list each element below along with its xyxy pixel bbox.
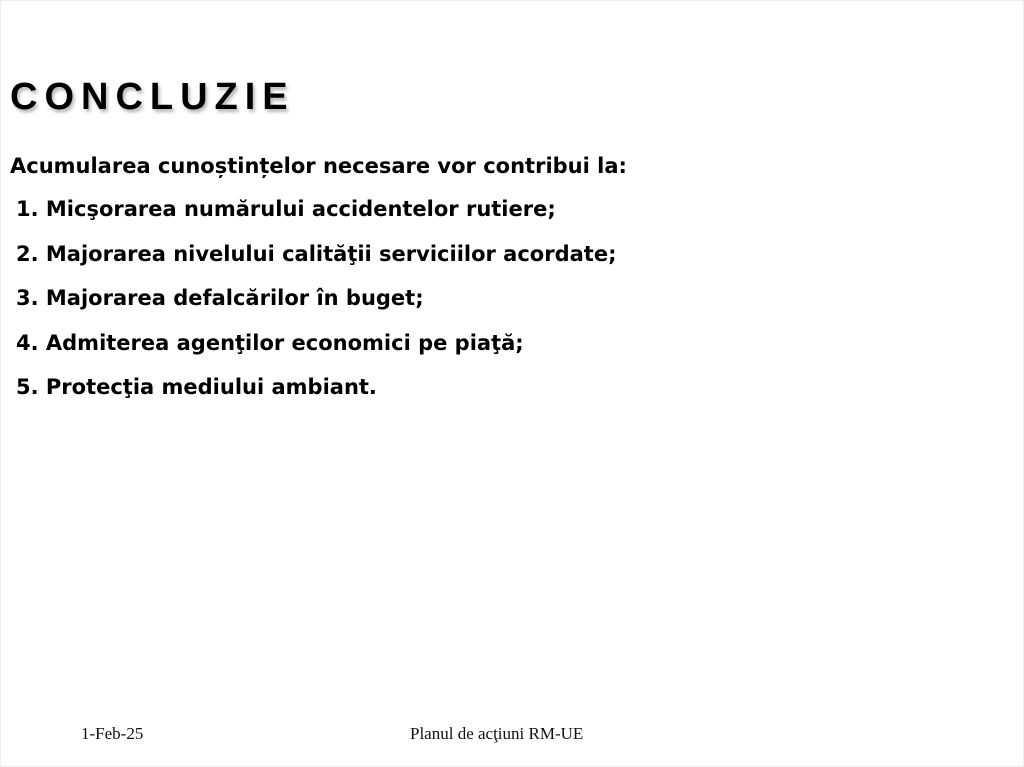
conclusion-list [10, 187, 1000, 410]
slide-title: CONCLUZIE [10, 76, 295, 118]
list-item: 2. Majorarea nivelului calităţii serviciilor acordate; [16, 241, 617, 266]
slide-content [10, 145, 1000, 410]
list-item: 5. Protecţia mediului ambiant. [16, 375, 377, 399]
list-item: 4. Admiterea agenţilor economici pe piaţă; [16, 330, 524, 355]
footer-title: Planul de acţiuni RM-UE [410, 724, 584, 743]
list-item: 3. Majorarea defalcărilor în buget; [16, 286, 424, 310]
list-item: 1. Micşorarea numărului accidentelor rutiere; [16, 197, 556, 221]
footer-date: 1-Feb-25 [81, 724, 144, 743]
intro-text: Acumularea cunoștințelor necesare vor contribui la: [10, 154, 627, 178]
